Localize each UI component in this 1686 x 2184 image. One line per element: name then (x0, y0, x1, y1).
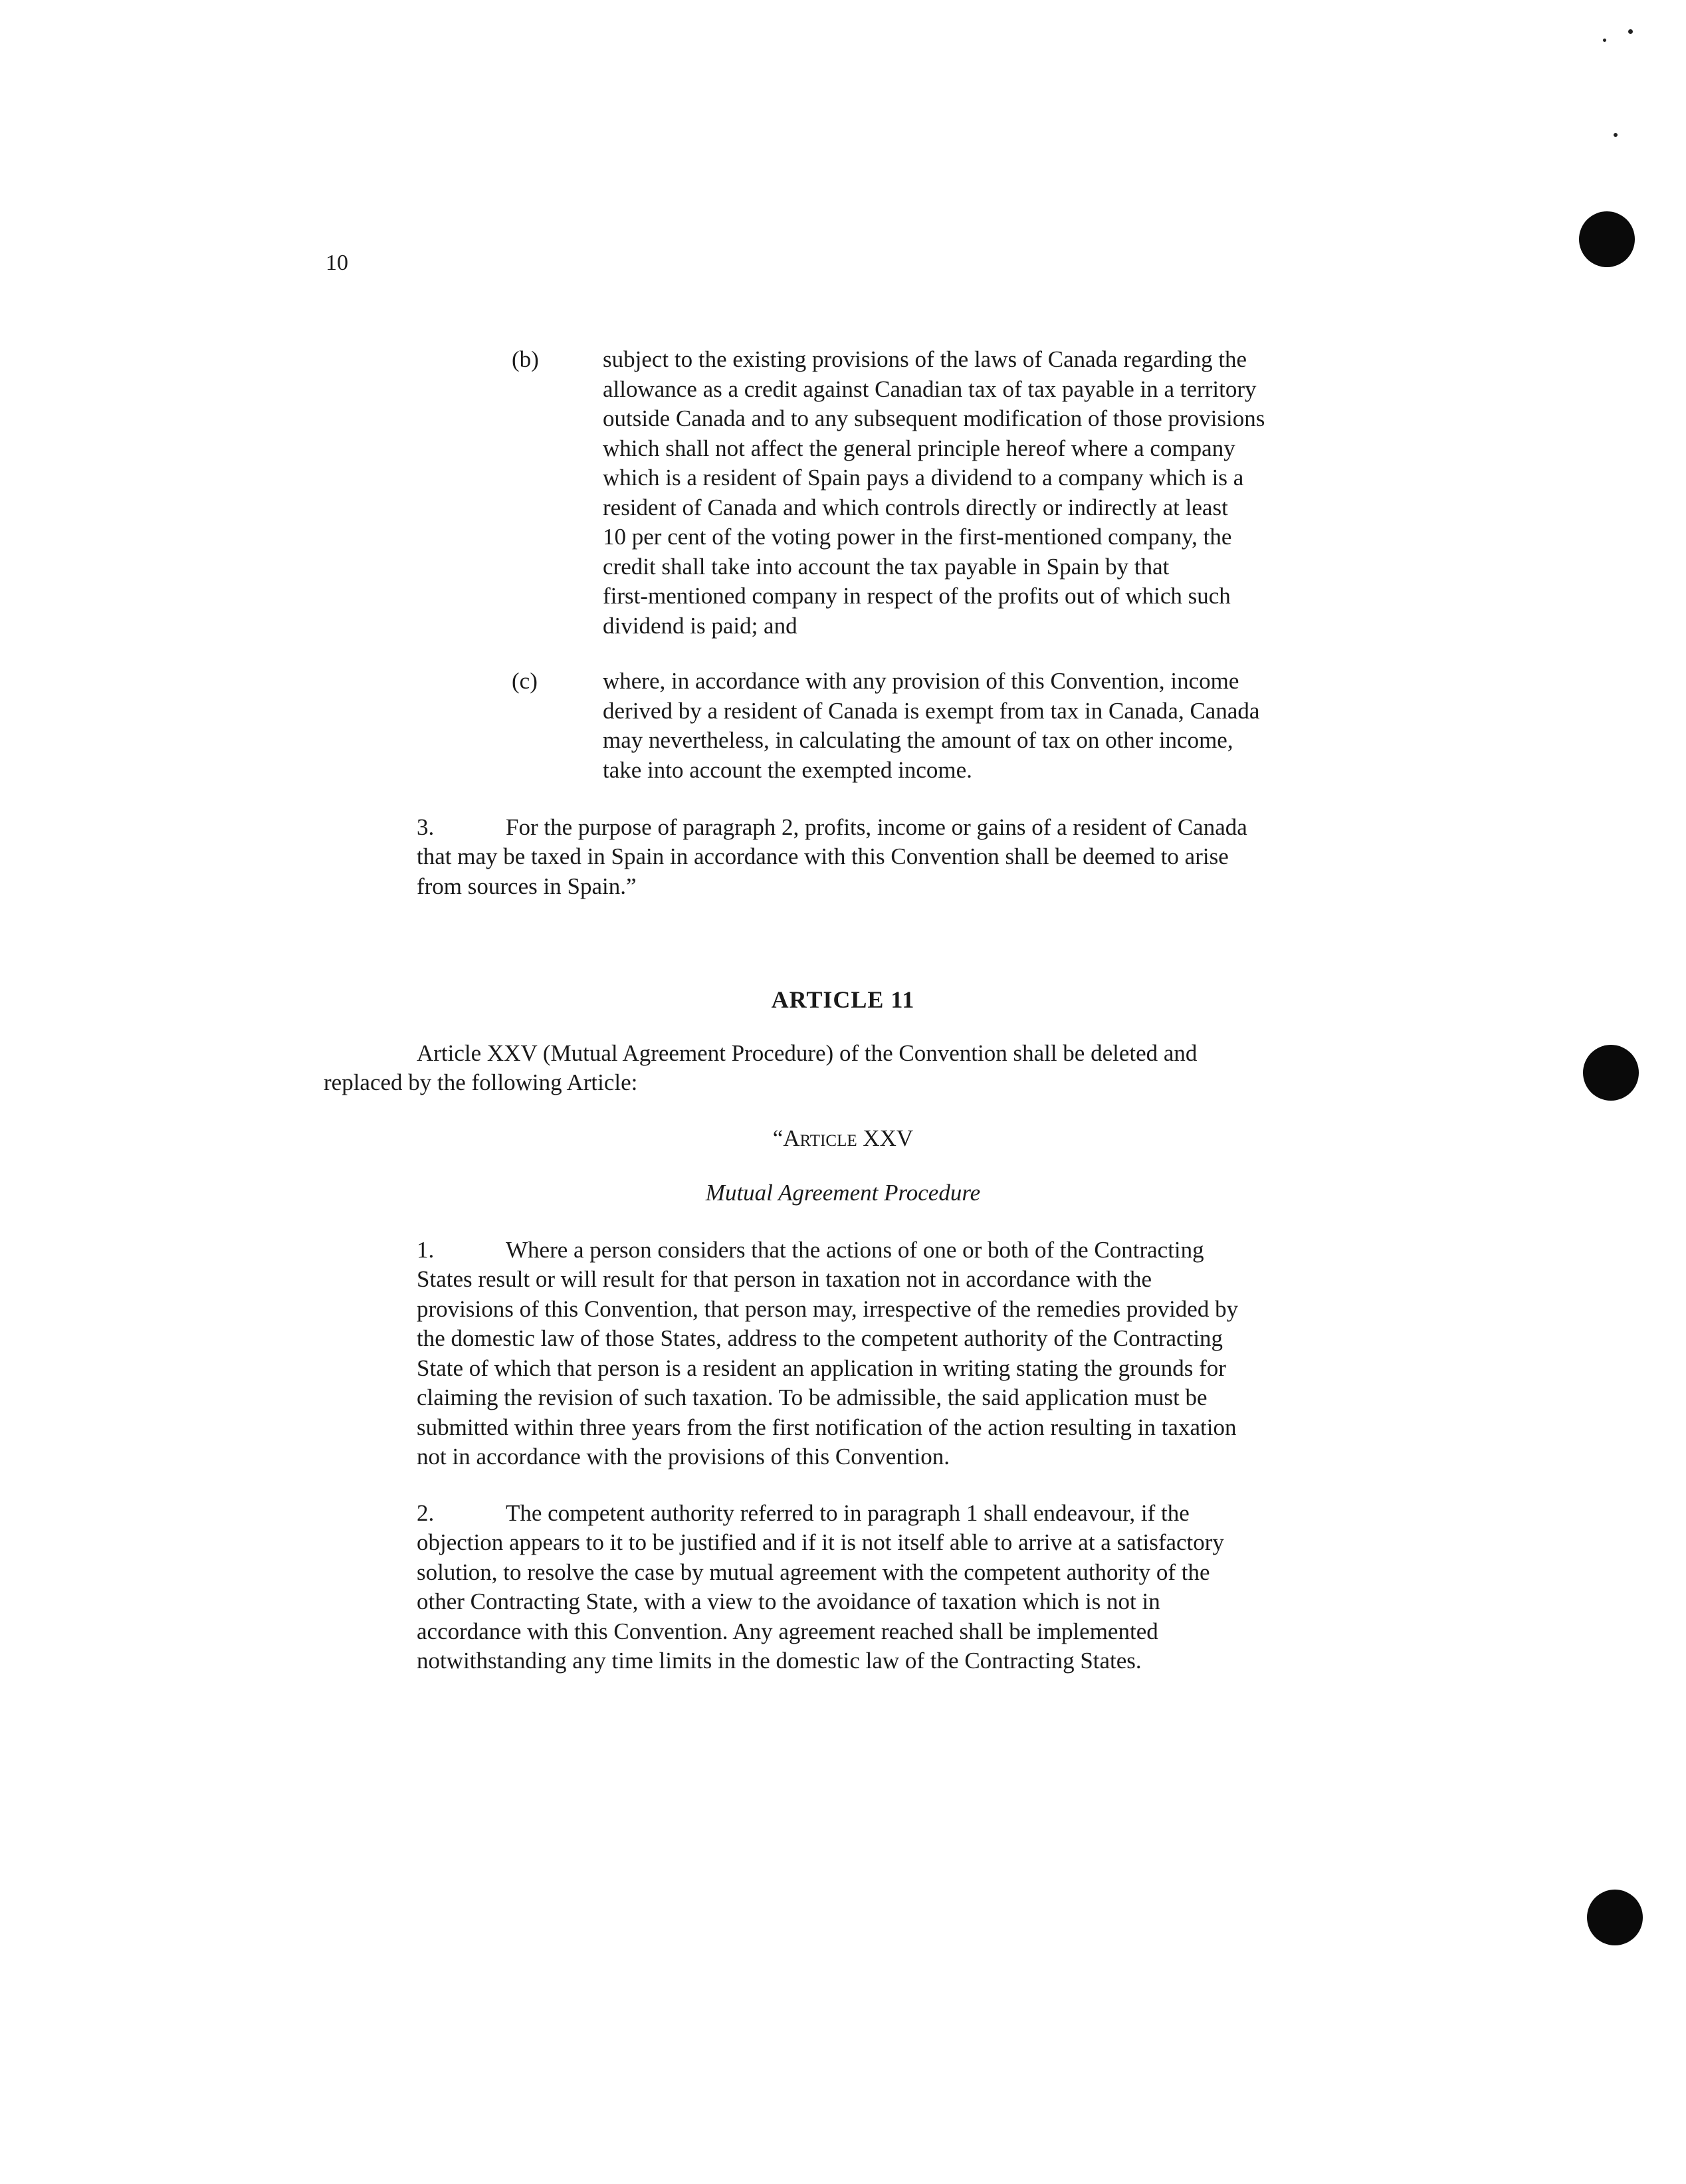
inner-article-word: Article (783, 1125, 857, 1151)
page-number: 10 (326, 251, 348, 275)
paragraph-1-body: States result or will result for that person in taxation not in accordance with the provisions of this Convention, that person may, irrespective of the remedies provided by the domestic law of those States, address to the competent authority of the Contracting State of which that person is a resident an application in writing stating the grounds for claiming the revision of such taxation. To be admissible, the said application must be submitted within three years from the first notification of the action resulting in taxation not in accordance with the provisions of this Convention. (417, 1266, 1239, 1470)
item-line: which is a resident of Spain pays a dividend to a company which is a (603, 465, 1244, 491)
article-heading: ARTICLE 11 (771, 986, 915, 1013)
inner-article-heading (0, 1125, 1686, 1152)
article-intro-first-line: Article XXV (Mutual Agreement Procedure) of the Convention shall be deleted and (417, 1040, 1198, 1066)
item-line: first-mentioned company in respect of the profits out of which such (603, 583, 1231, 609)
item-line: outside Canada and to any subsequent modification of those provisions (603, 405, 1265, 431)
item-line: 10 per cent of the voting power in the first-mentioned company, the (603, 524, 1232, 550)
item-line: dividend is paid; and (603, 612, 797, 639)
paragraph-2-first-line: The competent authority referred to in paragraph 1 shall endeavour, if the (506, 1500, 1190, 1526)
paragraph-3-body: that may be taxed in Spain in accordance with this Convention shall be deemed to arise from sources in Spain.” (417, 843, 1229, 899)
item-line: may nevertheless, in calculating the amount of tax on other income, (603, 727, 1233, 753)
opening-quote: “ (772, 1125, 784, 1151)
item-line: which shall not affect the general principle hereof where a company (603, 435, 1235, 461)
item-line: credit shall take into account the tax payable in Spain by that (603, 553, 1170, 580)
item-line: take into account the exempted income. (603, 756, 972, 783)
inner-article-subheading: Mutual Agreement Procedure (705, 1180, 981, 1206)
item-line: allowance as a credit against Canadian tax of tax payable in a territory (603, 376, 1257, 402)
scan-speck (1603, 39, 1606, 42)
paragraph-3-first-line: For the purpose of paragraph 2, profits, income or gains of a resident of Canada (506, 814, 1247, 840)
punch-hole-top (1579, 211, 1635, 267)
item-label-c: (c) (512, 668, 538, 694)
item-text-b (603, 345, 1265, 641)
punch-hole-bottom (1587, 1890, 1643, 1945)
item-line: resident of Canada and which controls directly or indirectly at least (603, 494, 1228, 520)
scan-speck (1628, 29, 1633, 34)
article-intro-second-line: replaced by the following Article: (324, 1069, 638, 1095)
inner-article-numeral: XXV (863, 1125, 914, 1151)
item-label-b: (b) (512, 346, 539, 372)
paragraph-1-number: 1. (417, 1237, 435, 1263)
punch-hole-middle (1583, 1045, 1639, 1101)
paragraph-1-first-line: Where a person considers that the actions of one or both of the Contracting (506, 1237, 1204, 1263)
scan-speck (1614, 133, 1618, 137)
paragraph-2-body: objection appears to it to be justified and if it is not itself able to arrive at a satisfactory solution, to resolve the case by mutual agreement with the competent authority of the other Contracting State, with a view to the avoidance of taxation which is not in accordance with this Convention. Any agreement reached shall be implemented notwithstanding any time limits in the domestic law of the Contracting States. (417, 1529, 1224, 1674)
item-line: subject to the existing provisions of the laws of Canada regarding the (603, 346, 1247, 372)
paragraph-2-number: 2. (417, 1500, 435, 1526)
item-line: where, in accordance with any provision of this Convention, income (603, 668, 1239, 694)
paragraph-3-number: 3. (417, 814, 435, 840)
item-text-c (603, 667, 1259, 785)
item-line: derived by a resident of Canada is exempt from tax in Canada, Canada (603, 697, 1260, 724)
